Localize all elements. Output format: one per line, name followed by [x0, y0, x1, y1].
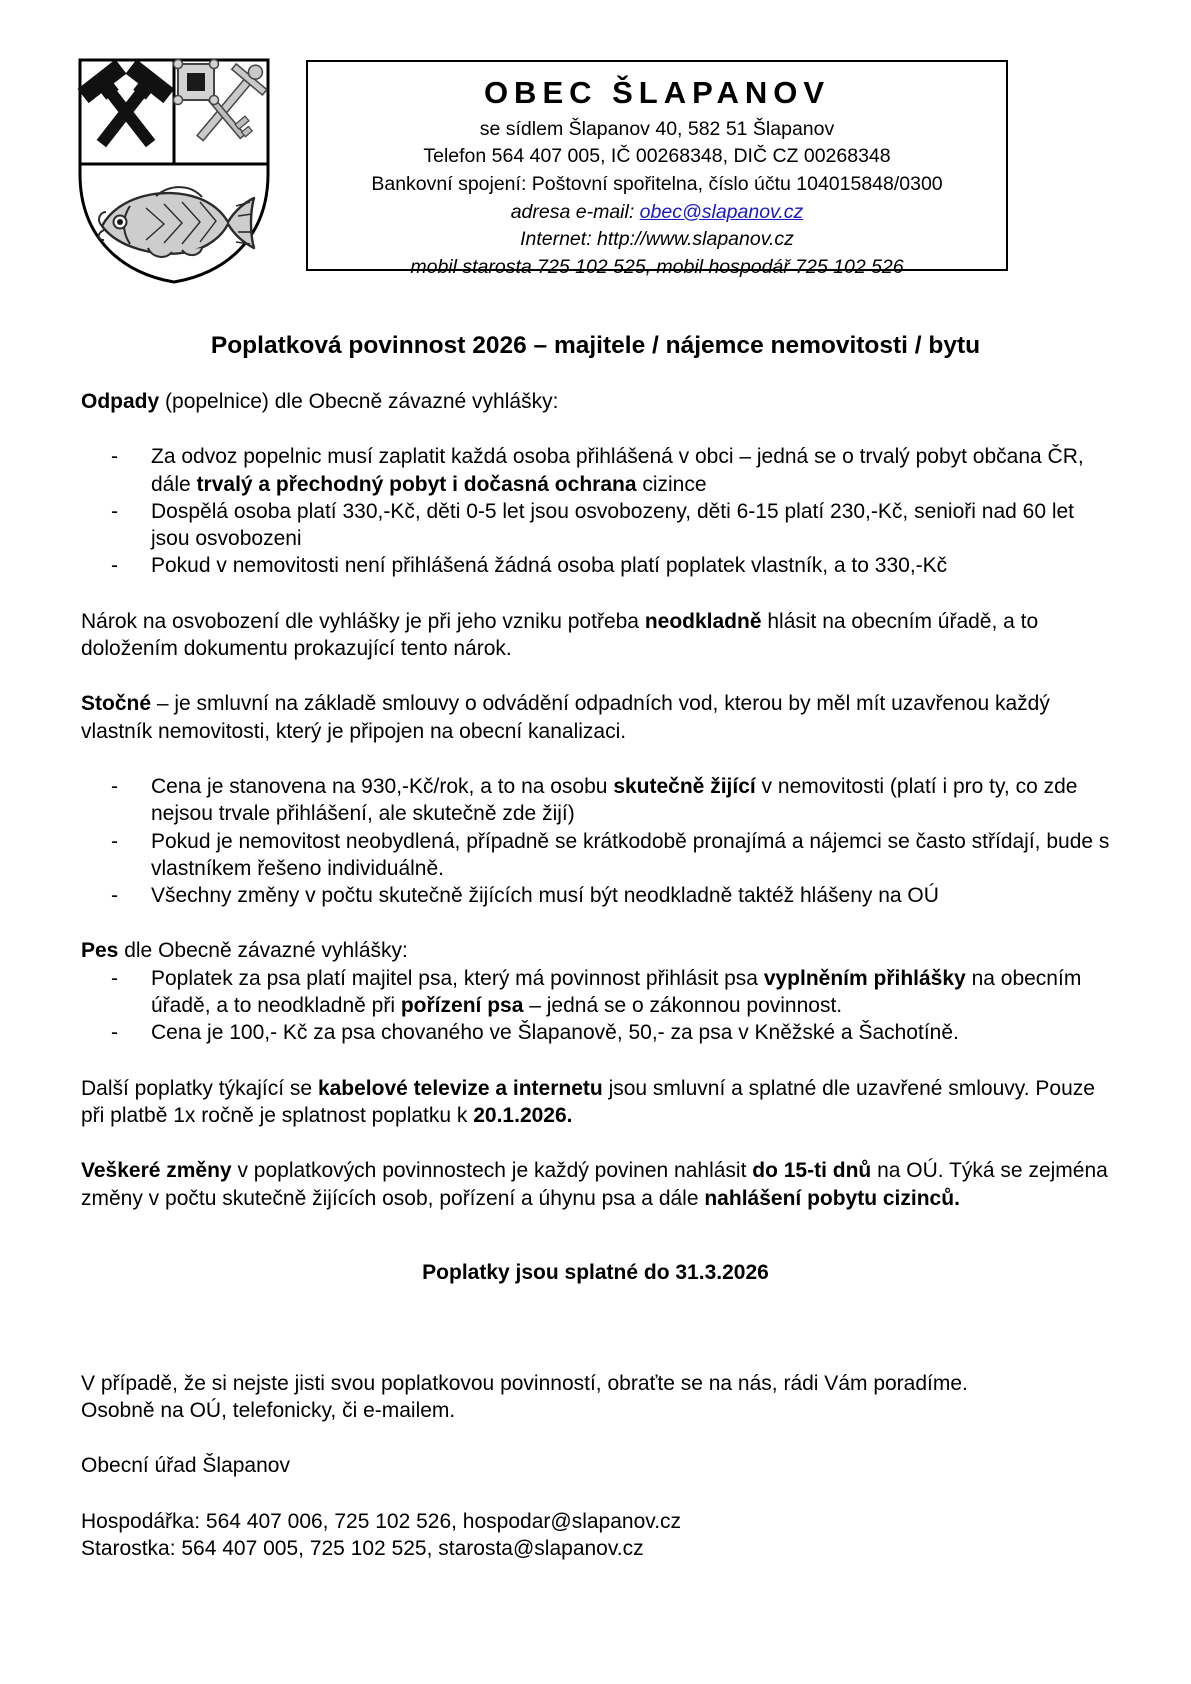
item-text-pre: Cena je stanovena na 930,-Kč/rok, a to na osobu	[151, 774, 614, 798]
item-text-post: – jedná se o zákonnou povinnost.	[523, 994, 843, 1018]
contact-hospodarka: Hospodářka: 564 407 006, 725 102 526, hospodar@slapanov.cz	[81, 1509, 682, 1533]
organization-website: Internet: http://www.slapanov.cz	[520, 228, 794, 251]
item-text-bold: vyplněním přihlášky	[763, 966, 966, 990]
list-item	[81, 552, 1110, 579]
exemption-bold: neodkladně	[644, 609, 762, 633]
bullet-dash: -	[111, 499, 118, 523]
cable-bold: kabelové televize a internetu	[317, 1076, 603, 1100]
letterhead-info-box	[306, 60, 1008, 279]
list-item	[81, 443, 1110, 498]
sewage-section-heading	[81, 690, 1110, 745]
item-text-mid: na obecním úřadě, a to neodkladně při	[151, 966, 1082, 1018]
bullet-dash: -	[111, 1021, 118, 1045]
item-text-pre: Dospělá osoba platí 330,-Kč, děti 0-5 let jsou osvobozeny, děti 6-15 platí 230,-Kč, senioři nad 60 let jsou osvobozeni	[151, 499, 1075, 551]
bullet-dash: -	[111, 884, 118, 908]
changes-foreigners-bold: nahlášení pobytu cizinců.	[704, 1186, 960, 1210]
sewage-list	[81, 773, 1110, 909]
item-text-pre: Za odvoz popelnic musí zaplatit každá osoba přihlášená v obci – jedná se o trvalý pobyt občana ČR, dále	[151, 445, 1084, 496]
exemption-post: hlásit na obecním úřadě, a to doložením dokumentu prokazující tento nárok.	[81, 609, 1039, 661]
item-text-bold: skutečně žijící	[613, 774, 756, 798]
email-link[interactable]: obec@slapanov.cz	[639, 200, 804, 223]
list-item	[81, 965, 1110, 1020]
list-item	[81, 882, 1110, 909]
waste-heading-rest: (popelnice) dle Obecně závazné vyhlášky:	[159, 390, 559, 413]
waste-list	[81, 443, 1110, 579]
sewage-heading-rest: – je smluvní na základě smlouvy o odvádění odpadních vod, kterou by měl mít uzavřenou každý vlastník nemovitosti, který je připojen na obecní kanalizaci.	[81, 692, 1050, 743]
cable-pre: Další poplatky týkající se	[81, 1076, 318, 1100]
waste-heading-keyword: Odpady	[81, 390, 160, 413]
exemption-pre: Nárok na osvobození dle vyhlášky je při jeho vzniku potřeba	[81, 609, 645, 633]
contact-starostka: Starostka: 564 407 005, 725 102 525, starosta@slapanov.cz	[81, 1537, 644, 1561]
organization-mobile-numbers: mobil starosta 725 102 525, mobil hospodář 725 102 526	[410, 256, 904, 279]
bullet-dash: -	[111, 829, 118, 853]
bullet-dash: -	[111, 774, 118, 798]
cable-tv-paragraph	[81, 1075, 1110, 1130]
organization-bank-account: Bankovní spojení: Poštovní spořitelna, číslo účtu 104015848/0300	[371, 173, 943, 196]
bullet-dash: -	[111, 445, 118, 469]
item-text-post: v nemovitosti (platí i pro ty, co zde nejsou trvale přihlášení, ale skutečně zde žijí)	[151, 774, 1078, 826]
item-text-pre: Pokud v nemovitosti není přihlášená žádná osoba platí poplatek vlastník, a to 330,-Kč	[151, 554, 948, 578]
changes-mid: v poplatkových povinnostech je každý povinen nahlásit	[231, 1159, 753, 1183]
item-text-bold: trvalý a přechodný pobyt i dočasná ochrana	[196, 472, 637, 496]
organization-name: OBEC ŠLAPANOV	[483, 75, 831, 110]
document-body	[81, 388, 1110, 1562]
closing-line-2: Osobně na OÚ, telefonicky, či e-mailem.	[81, 1399, 456, 1423]
office-signature: Obecní úřad Šlapanov	[81, 1454, 290, 1478]
dog-heading-rest: dle Obecně závazné vyhlášky:	[118, 939, 408, 963]
changes-paragraph	[81, 1157, 1110, 1212]
changes-deadline: do 15-ti dnů	[752, 1159, 872, 1183]
list-item	[81, 828, 1110, 883]
closing-line-1: V případě, že si nejste jisti svou poplatkovou povinností, obraťte se na nás, rádi Vám poradíme.	[81, 1371, 968, 1395]
sewage-heading-keyword: Stočné	[81, 692, 152, 716]
item-text-pre: Pokud je nemovitost neobydlená, případně se krátkodobě pronajímá a nájemci se často střídají, bude s vlastníkem řešeno individuálně.	[151, 829, 1110, 880]
organization-email-line	[308, 199, 1006, 227]
organization-address: se sídlem Šlapanov 40, 582 51 Šlapanov	[479, 117, 835, 140]
email-label: adresa e-mail:	[510, 200, 640, 223]
waste-section-heading	[81, 388, 1110, 415]
bullet-dash: -	[111, 966, 118, 990]
dog-heading-keyword: Pes	[81, 939, 119, 963]
changes-bold: Veškeré změny	[81, 1159, 232, 1183]
bullet-dash: -	[111, 554, 118, 578]
municipality-coat-of-arms-icon	[74, 54, 274, 286]
cable-due-date: 20.1.2026.	[473, 1103, 573, 1127]
due-date-notice: Poplatky jsou splatné do 31.3.2026	[422, 1260, 769, 1284]
cable-mid: jsou smluvní a splatné dle uzavřené smlouvy. Pouze při platbě 1x ročně je splatnost poplatku k	[81, 1076, 1095, 1127]
organization-phone-ico-dic: Telefon 564 407 005, IČ 00268348, DIČ CZ 00268348	[423, 145, 891, 168]
item-text-pre: Poplatek za psa platí majitel psa, který má povinnost přihlásit psa	[151, 966, 764, 990]
list-item	[81, 498, 1110, 553]
item-text-pre: Cena je 100,- Kč za psa chovaného ve Šlapanově, 50,- za psa v Kněžské a Šachotíně.	[151, 1021, 959, 1045]
letterhead	[0, 46, 1191, 286]
page-title: Poplatková povinnost 2026 – majitele / nájemce nemovitosti / bytu	[210, 332, 981, 359]
item-text-post: cizince	[636, 472, 707, 496]
list-item	[81, 1019, 1110, 1046]
item-text-pre: Všechny změny v počtu skutečně žijících musí být neodkladně taktéž hlášeny na OÚ	[151, 884, 939, 908]
item-text-bold-2: pořízení psa	[400, 994, 524, 1018]
exemption-paragraph	[81, 608, 1110, 663]
changes-post: na OÚ. Týká se zejména změny v počtu skutečně žijících osob, pořízení a úhynu psa a dále	[81, 1159, 1108, 1210]
dog-section-heading	[81, 937, 1110, 964]
dog-list	[81, 965, 1110, 1047]
list-item	[81, 773, 1110, 828]
